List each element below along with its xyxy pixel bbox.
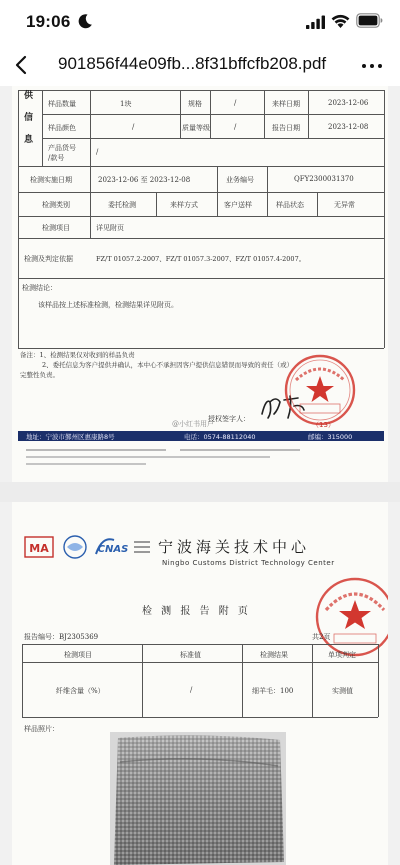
side-label: 息 [24, 135, 34, 145]
arrival-date-label: 来样日期 [272, 100, 300, 108]
sample-color-label: 样品颜色 [48, 124, 76, 132]
col-header-judgement: 单项判定 [328, 651, 356, 659]
svg-text:MA: MA [29, 542, 49, 555]
cell-judgement: 实测值 [332, 687, 353, 695]
sample-photo [110, 732, 286, 865]
remark-line-2: 2、委托信息为客户提供并确认，本中心不承担因客户提供信息错误而导致的责任（或） [42, 361, 294, 369]
sample-color-value: / [132, 123, 135, 131]
sampling-label: 来样方式 [170, 201, 198, 209]
sample-state-value: 无异常 [334, 201, 355, 209]
cma-logo [24, 536, 54, 558]
business-no-label: 业务编号 [226, 176, 254, 184]
pdf-viewer[interactable] [0, 86, 400, 865]
side-label: 信 [24, 113, 34, 123]
col-header-result: 检测结果 [260, 651, 288, 659]
test-period-value: 2023-12-06 至 2023-12-08 [98, 176, 191, 184]
status-time: 19:06 [26, 12, 71, 31]
back-chevron-icon[interactable] [8, 49, 38, 81]
page-gap [0, 482, 400, 502]
report-date-value: 2023-12-08 [328, 123, 369, 131]
document-title: 901856f44e09fb...8f31bffcfb208.pdf [58, 54, 327, 73]
side-label: 供 [24, 91, 34, 101]
pdf-page-2 [12, 502, 388, 865]
test-items-value: 详见附页 [96, 224, 124, 232]
sample-qty-label: 样品数量 [48, 100, 76, 108]
footer-postcode: 邮编：315000 [308, 433, 353, 441]
remark-line-3: 完整性负责。 [20, 371, 59, 379]
red-seal [282, 352, 358, 428]
test-period-label: 检测实施日期 [30, 176, 72, 184]
moon-icon [76, 12, 94, 30]
signal-icon [306, 15, 326, 29]
more-icon[interactable] [358, 56, 386, 76]
business-no-value: QFY2300031370 [294, 175, 354, 183]
sample-qty-value: 1块 [120, 100, 132, 108]
remark-line-1: 备注：1、检测结果仅对收到的样品负责 [20, 351, 135, 359]
quality-grade-label: 质量等级 [182, 124, 210, 132]
watermark: @小红书用户 [172, 420, 214, 428]
product-no-label-2: /款号 [48, 154, 65, 162]
ilac-logo [62, 534, 88, 560]
sample-state-label: 样品状态 [276, 201, 304, 209]
footer-address: 地址：宁波市鄞州区惠康路8号 [26, 433, 115, 441]
test-items-label: 检测项目 [42, 224, 70, 232]
sample-photo-label: 样品照片： [24, 725, 59, 733]
spec-value: / [234, 99, 237, 107]
org-name-en: Ningbo Customs District Technology Center [162, 559, 335, 567]
battery-icon [356, 13, 383, 28]
attachment-title: 检 测 报 告 附 页 [142, 606, 251, 617]
red-seal-2 [312, 574, 388, 660]
product-no-value: / [96, 148, 99, 156]
svg-text:CNAS: CNAS [97, 544, 129, 555]
test-type-label: 检测类别 [42, 201, 70, 209]
col-header-item: 检测项目 [64, 651, 92, 659]
cnas-logo [92, 534, 134, 560]
spec-label: 规格 [188, 100, 202, 108]
wifi-icon [331, 14, 350, 29]
pdf-page-1 [12, 86, 388, 482]
quality-grade-value: / [234, 123, 237, 131]
report-number: 报告编号：BJ2305369 [24, 633, 99, 641]
seal-number: （13） [312, 421, 335, 429]
signer-label: 授权签字人： [208, 415, 250, 423]
basis-label: 检测及判定依据 [24, 255, 73, 263]
org-name-cn: 宁波海关技术中心 [158, 538, 311, 556]
product-no-label: 产品货号 [48, 144, 76, 152]
test-type-value: 委托检测 [108, 201, 136, 209]
conclusion-label: 检测结论： [22, 284, 57, 292]
footer-phone: 电话：0574-88112040 [184, 433, 256, 441]
cell-item: 纤维含量（%） [56, 687, 105, 695]
cell-standard: / [190, 686, 193, 694]
arrival-date-value: 2023-12-06 [328, 99, 369, 107]
status-bar [0, 0, 400, 44]
basis-value: FZ/T 01057.2-2007、FZ/T 01057.3-2007、FZ/T 01057.4-2007。 [96, 255, 306, 263]
col-header-standard: 标准值 [180, 651, 201, 659]
nav-bar [0, 44, 400, 86]
page-count: 共2页 [312, 633, 331, 641]
conclusion-text: 该样品按上述标准检测，检测结果详见附页。 [38, 301, 178, 309]
sampling-value: 客户送样 [224, 201, 252, 209]
report-date-label: 报告日期 [272, 124, 300, 132]
cell-result: 细羊毛：100 [252, 687, 294, 695]
